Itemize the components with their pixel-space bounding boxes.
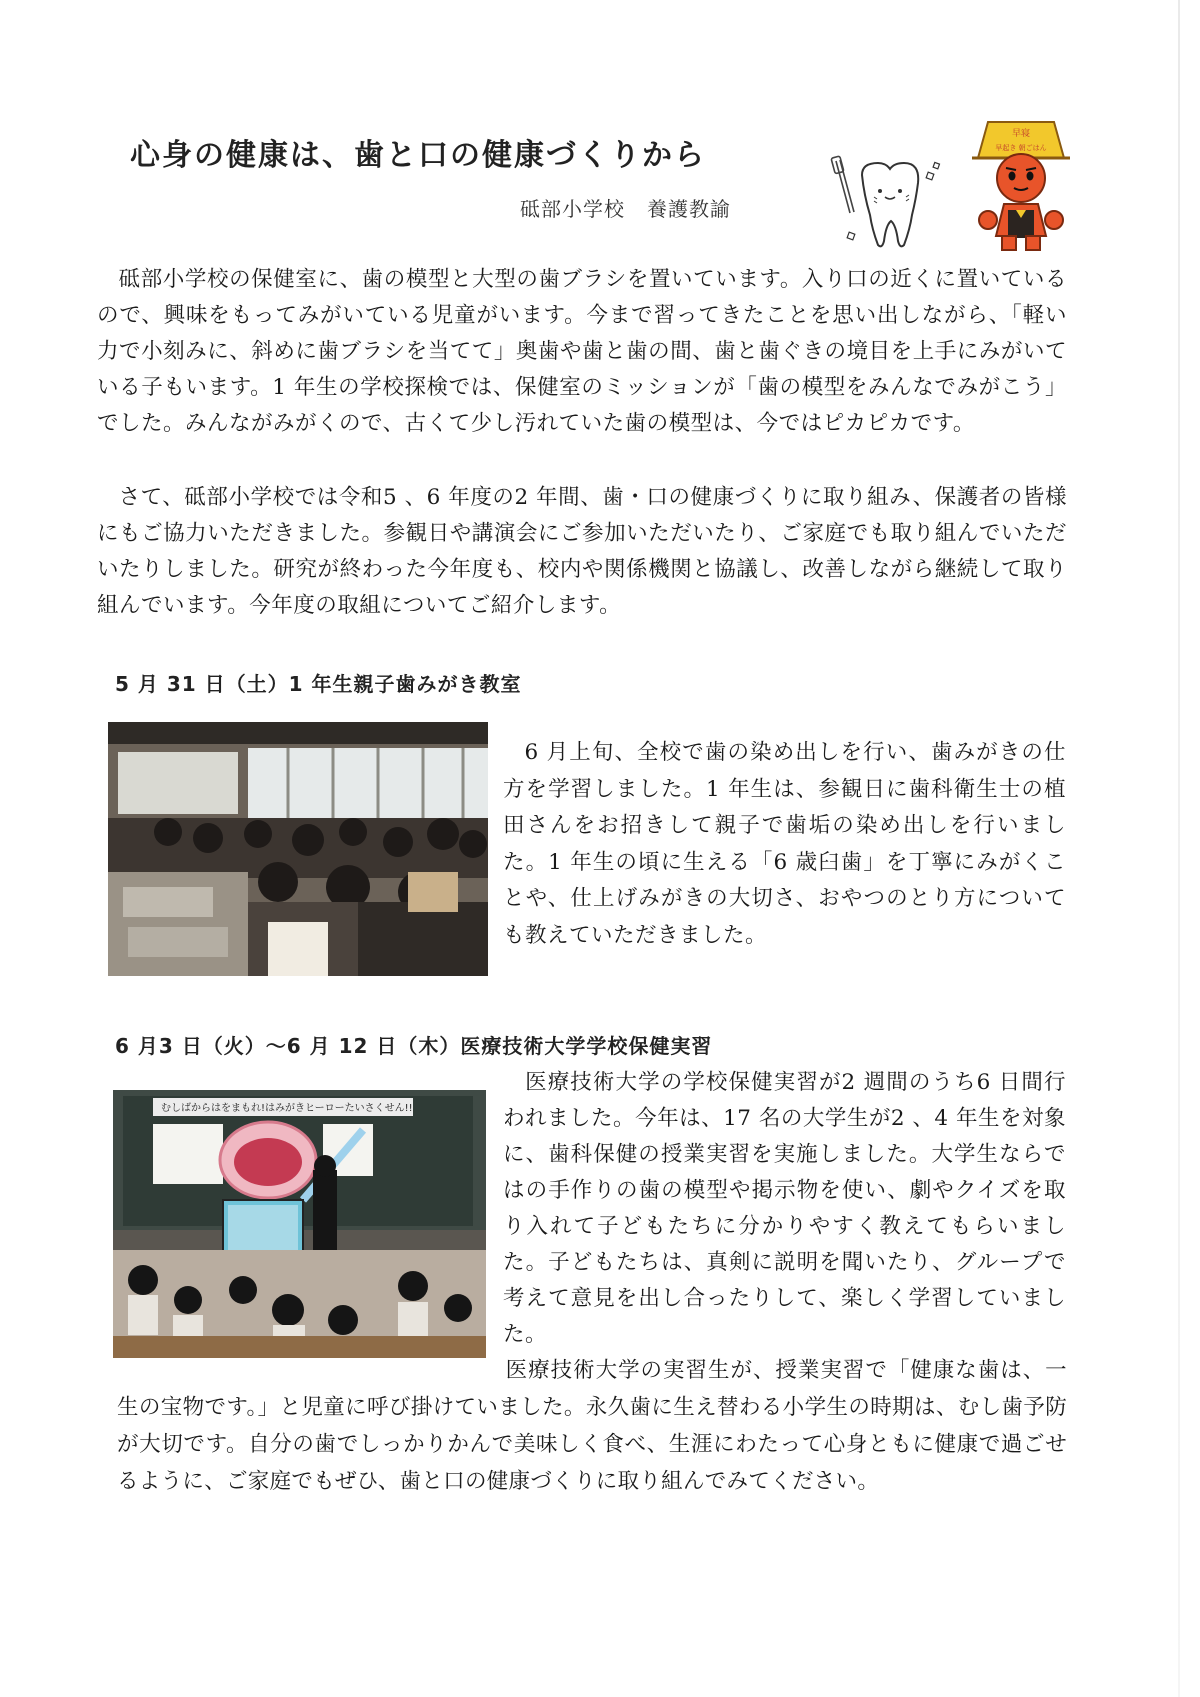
intro-paragraph-1	[97, 262, 1067, 442]
mascot-hat	[972, 122, 1070, 158]
section2-text-body: 医療技術大学の学校保健実習が2 週間のうち6 日間行われました。今年は、17 名の大学生が2 、4 年生を対象に、歯科保健の授業実習を実施しました。大学生ならではの手作りの歯の模型や掲示物を使い、劇やクイズを取り入れて子どもたちに分かりやすく教えてもらいました。子どもたちは、真剣に説明を聞いたり、グループで考えて意見を出し合ったりして、楽しく学習していました。	[503, 1070, 1066, 1347]
article-title: 心身の健康は、歯と口の健康づくりから	[130, 138, 706, 173]
mascot-hat-text-top: 早寝	[1011, 129, 1031, 139]
mascot-hat-text-bottom: 早起き 朝ごはん	[995, 144, 1047, 152]
closing-paragraph	[117, 1352, 1067, 1500]
author-line	[520, 193, 731, 222]
author-role: 養護教諭	[647, 197, 731, 221]
tooth-icon	[862, 163, 918, 246]
section1-heading: 5 月 31 日（土）1 年生親子歯みがき教室	[115, 672, 522, 696]
intro-paragraph-2-text: さて、砥部小学校では令和5 、6 年度の2 年間、歯・口の健康づくりに取り組み、保護者の皆様にもご協力いただきました。参観日や講演会にご参加いただいたり、ご家庭でも取り組んでいただいたりしました。研究が終わった今年度も、校内や関係機関と協議し、改善しながら継続して取り組んでいます。今年度の取組についてご紹介します。	[97, 485, 1067, 618]
section1-text	[503, 735, 1066, 954]
photo2-board-text: むしばからはをまもれ!はみがきヒーローたいさくせん!!	[161, 1103, 413, 1114]
author-school: 砥部小学校	[520, 197, 625, 221]
intro-paragraph-1-text: 砥部小学校の保健室に、歯の模型と大型の歯ブラシを置いています。入り口の近くに置いているので、興味をもってみがいている児童がいます。今まで習ってきたことを思い出しながら、「軽い力で小刻みに、斜めに歯ブラシを当てて」奥歯や歯と歯の間、歯と歯ぐきの境目を上手にみがいている子もいます。1 年生の学校探検では、保健室のミッションが「歯の模型をみんなでみがこう」でした。みんながみがくので、古くて少し汚れていた歯の模型は、今ではピカピカです。	[97, 267, 1067, 436]
page-edge	[1178, 0, 1180, 1697]
photo-university-student-lesson	[113, 1090, 486, 1358]
photo-parent-child-brushing-class	[108, 722, 488, 976]
mascot-character	[968, 118, 1074, 258]
section2-heading: 6 月3 日（火）～6 月 12 日（木）医療技術大学学校保健実習	[115, 1034, 713, 1058]
section1-text-body: 6 月上旬、全校で歯の染め出しを行い、歯みがきの仕方を学習しました。1 年生は、参観日に歯科衛生士の植田さんをお招きして親子で歯垢の染め出しを行いました。1 年生の頃に生える「6 歳臼歯」を丁寧にみがくことや、仕上げみがきの大切さ、おやつのとり方についても教えていただきました。	[503, 740, 1066, 948]
toothbrush-icon	[831, 156, 854, 213]
closing-paragraph-text: 医療技術大学の実習生が、授業実習で「健康な歯は、一生の宝物です。」と児童に呼び掛けていました。永久歯に生え替わる小学生の時期は、むし歯予防が大切です。自分の歯でしっかりかんで美味しく食べ、生涯にわたって心身ともに健康で過ごせるように、ご家庭でもぜひ、歯と口の健康づくりに取り組んでみてください。	[117, 1358, 1067, 1494]
tooth-illustration	[828, 155, 943, 255]
intro-paragraph-2	[97, 480, 1067, 624]
section2-text	[503, 1065, 1066, 1353]
